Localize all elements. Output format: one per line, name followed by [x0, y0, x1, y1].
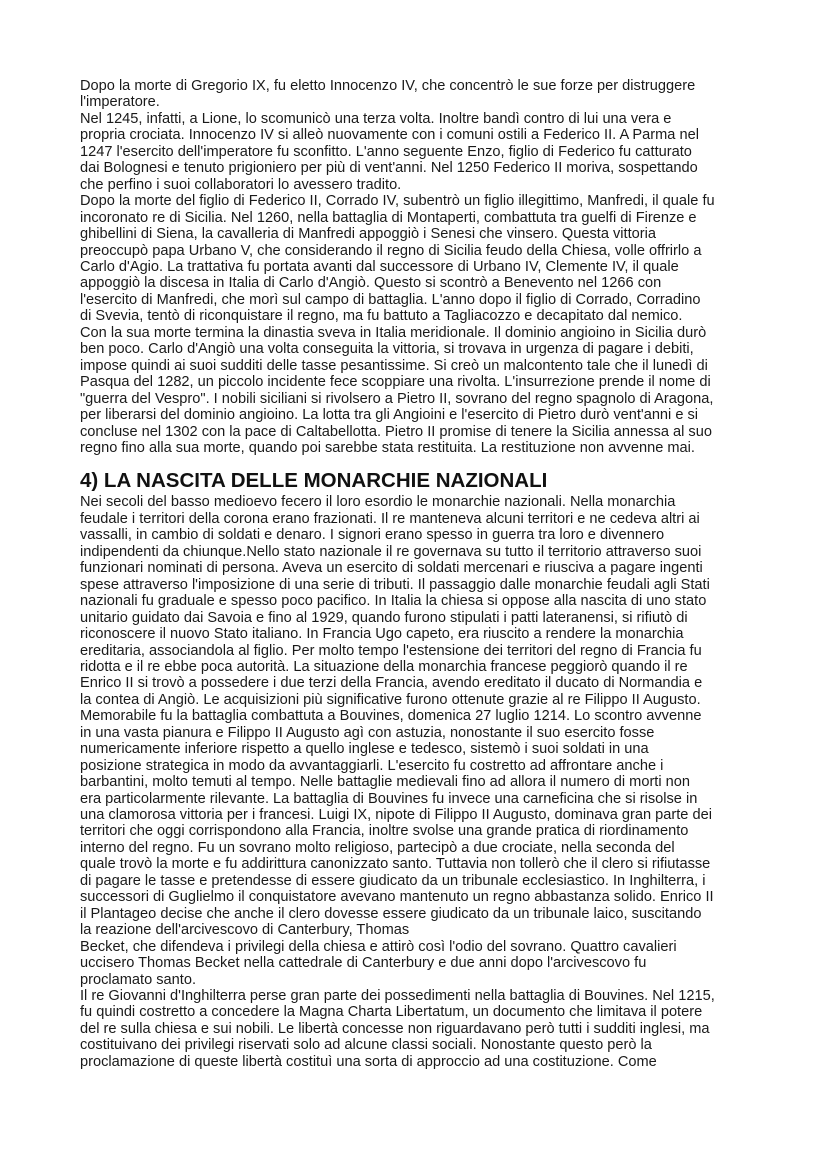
text-line: dai Bolognesi e tenuto prigioniero per più di vent'anni. Nel 1250 Federico II moriva, sospettando	[80, 160, 698, 177]
text-line: per liberarsi del dominio angioino. La lotta tra gli Angioini e l'esercito di Pietro durò vent'anni e si	[80, 407, 699, 424]
text-line: incoronato re di Sicilia. Nel 1260, nella battaglia di Montaperti, combattuta tra guelfi di Firenze e	[80, 209, 697, 226]
section-1-body	[80, 78, 756, 456]
text-line: vassalli, in cambio di soldati e denaro. I signori erano spesso in guerra tra loro e divennero	[80, 527, 665, 544]
text-line: propria crociata. Innocenzo IV si alleò nuovamente con i comuni ostili a Federico II. A Parma nel	[80, 127, 699, 144]
text-line: Nei secoli del basso medioevo fecero il loro esordio le monarchie nazionali. Nella monarchia	[80, 494, 676, 511]
text-line: Il re Giovanni d'Inghilterra perse gran parte dei possedimenti nella battaglia di Bouvines. Nel 1215,	[80, 988, 715, 1005]
text-line: Con la sua morte termina la dinastia sveva in Italia meridionale. Il dominio angioino in Sicilia durò	[80, 324, 707, 341]
text-line: preoccupò papa Urbano V, che considerando il regno di Sicilia feudo della Chiesa, volle offrirlo a	[80, 242, 702, 259]
text-line: ghibellini di Siena, la cavalleria di Manfredi appoggiò i Senesi che vinsero. Questa vittoria	[80, 226, 656, 243]
text-line: regno fino alla sua morte, quando poi sarebbe stata restituita. La restituzione non avvenne mai.	[80, 439, 695, 456]
text-line: la reazione dell'arcivescovo di Canterbury, Thomas	[80, 922, 410, 939]
text-line: Becket, che difendeva i privilegi della chiesa e attirò così l'odio del sovrano. Quattro cavalieri	[80, 938, 677, 955]
text-line: l'esercito di Manfredi, che morì sul campo di battaglia. L'anno dopo il figlio di Corrado, Corradino	[80, 291, 701, 308]
text-line: appoggiò la discesa in Italia di Carlo d'Angiò. Questo si scontrò a Benevento nel 1266 con	[80, 275, 662, 292]
text-line: la contea di Angiò. Le acquisizioni più significative furono ottenute grazie al re Filippo II Augusto.	[80, 691, 701, 708]
text-line: funzionari nominati di persona. Aveva un esercito di soldati mercenari e riusciva a pagare ingenti	[80, 560, 703, 577]
text-line: di Svevia, tentò di riconquistare il regno, ma fu battuto a Tagliacozzo e decapitato dal nemico.	[80, 308, 683, 325]
text-line: era particolarmente rilevante. La battaglia di Bouvines fu invece una carneficina che si risolse in	[80, 790, 698, 807]
text-line: spese attraverso l'imposizione di una serie di tributi. Il passaggio dalle monarchie feudali agli Stati	[80, 576, 710, 593]
text-line: unitario guidato dai Savoia e fino al 1929, quando furono stipulati i patti lateranensi, si rifiutò di	[80, 609, 688, 626]
text-line: di pagare le tasse e pretendesse di essere giudicato da un tribunale ecclesiastico. In Inghilterra, i	[80, 872, 706, 889]
text-line: Memorabile fu la battaglia combattuta a Bouvines, domenica 27 luglio 1214. Lo scontro avvenne	[80, 708, 702, 725]
text-line: Enrico II si trovò a possedere i due terzi della Francia, avendo ereditato il ducato di Normandia e	[80, 675, 703, 692]
text-line: barbantini, molto temuti al tempo. Nelle battaglie medievali fino ad allora il numero di morti non	[80, 774, 691, 791]
text-line: territori che oggi corrispondono alla Francia, inoltre svolse una grande pratica di riordinamento	[80, 823, 689, 840]
text-line: riconoscere il nuovo Stato italiano. In Francia Ugo capeto, era riuscito a rendere la monarchia	[80, 626, 684, 643]
text-line: ridotta e il re ebbe poca autorità. La situazione della monarchia francese peggiorò quando il re	[80, 658, 688, 675]
text-line: fu quindi costretto a concedere la Magna Charta Libertatum, un documento che limitava il potere	[80, 1004, 703, 1021]
text-line: indipendenti da chiunque.Nello stato nazionale il re governava su tutto il territorio attraverso suoi	[80, 543, 702, 560]
text-line: 1247 l'esercito dell'imperatore fu sconfitto. L'anno seguente Enzo, figlio di Federico fu catturato	[80, 143, 692, 160]
text-line: costituivano dei privilegi riservati solo ad alcune classi sociali. Nonostante questo però la	[80, 1037, 652, 1054]
text-line: Carlo d'Agio. La trattativa fu portata avanti dal successore di Urbano IV, Clemente IV, il quale	[80, 258, 679, 275]
text-line: "guerra del Vespro". I nobili siciliani si rivolsero a Pietro II, sovrano del regno spagnolo di Aragona,	[80, 390, 714, 407]
text-line: Dopo la morte di Gregorio IX, fu eletto Innocenzo IV, che concentrò le sue forze per distruggere	[80, 78, 696, 94]
text-line: numericamente inferiore rispetto a quello inglese e tedesco, sistemò i suoi soldati in una	[80, 741, 649, 758]
text-line: impose quindi ai suoi sudditi delle tasse pesantissime. Si creò un malcontento tale che il lunedì di	[80, 357, 708, 374]
text-line: Nel 1245, infatti, a Lione, lo scomunicò una terza volta. Inoltre bandì contro di lui una vera e	[80, 110, 672, 127]
text-line: feudale i territori della corona erano frazionati. Il re manteneva alcuni territori e ne cedeva altri ai	[80, 510, 700, 527]
text-line: che perfino i suoi collaboratori lo avessero tradito.	[80, 176, 402, 193]
text-line: posizione strategica in modo da avvantaggiarli. L'esercito fu costretto ad affrontare anche i	[80, 757, 664, 774]
text-line: in una vasta pianura e Filippo II Augusto agì con astuzia, nonostante il suo esercito fosse	[80, 724, 655, 741]
text-line: Pasqua del 1282, un piccolo incidente fece scoppiare una rivolta. L'insurrezione prende il nome di	[80, 374, 711, 391]
text-line: ereditaria, associandola al figlio. Per molto tempo l'estensione dei territori del regno di Francia fu	[80, 642, 702, 659]
section-2-body	[80, 494, 756, 1070]
text-line: l'imperatore.	[80, 94, 160, 111]
document-page	[80, 78, 756, 1070]
text-line: del re sulla chiesa e sui nobili. Le libertà concesse non riguardavano però tutti i sudditi inglesi, ma	[80, 1020, 710, 1037]
text-line: quale trovò la morte e fu addirittura canonizzato santo. Tuttavia non tollerò che il clero si rifiutasse	[80, 856, 711, 873]
text-line: concluse nel 1302 con la pace di Caltabellotta. Pietro II promise di tenere la Sicilia annessa al suo	[80, 423, 712, 440]
text-line: successori di Guglielmo il conquistatore avevano mantenuto un regno abbastanza solido. Enrico II	[80, 889, 714, 906]
text-line: una clamorosa vittoria per i francesi. Luigi IX, nipote di Filippo II Augusto, dominava gran parte dei	[80, 807, 712, 824]
text-line: il Plantageo decise che anche il clero dovesse essere giudicato da un tribunale laico, suscitando	[80, 905, 702, 922]
text-line: uccisero Thomas Becket nella cattedrale di Canterbury e due anni dopo l'arcivescovo fu	[80, 955, 647, 972]
text-line: ben poco. Carlo d'Angiò una volta conseguita la vittoria, si trovava in urgenza di pagare i debiti,	[80, 341, 694, 358]
text-line: nazionali fu graduale e spesso poco pacifico. In Italia la chiesa si oppose alla nascita di uno stato	[80, 593, 707, 610]
text-line: Dopo la morte del figlio di Federico II, Corrado IV, subentrò un figlio illegittimo, Manfredi, il quale fu	[80, 193, 715, 210]
text-line: proclamazione di queste libertà costituì una sorta di approccio ad una costituzione. Come	[80, 1053, 657, 1070]
text-line: proclamato santo.	[80, 971, 197, 988]
text-line: interno del regno. Fu un sovrano molto religioso, partecipò a due crociate, nella seconda del	[80, 839, 675, 856]
section-heading: 4) LA NASCITA DELLE MONARCHIE NAZIONALI	[80, 469, 548, 493]
